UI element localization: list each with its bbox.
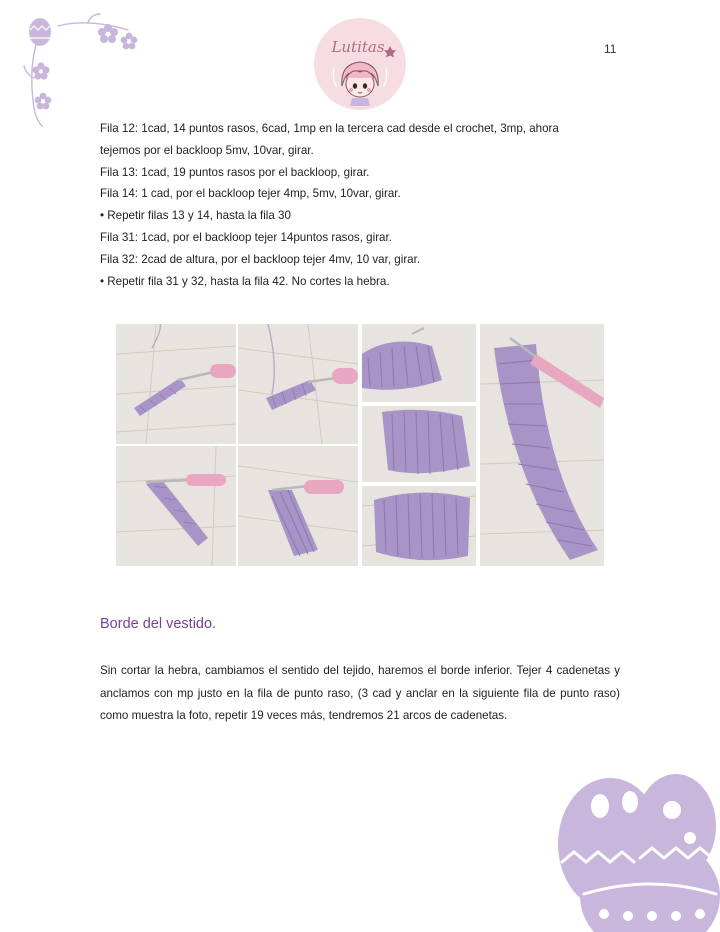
instructions-block — [100, 118, 620, 292]
instruction-line: Fila 14: 1 cad, por el backloop tejer 4mp, 5mv, 10var, girar. — [100, 187, 401, 201]
section-title: Borde del vestido. — [100, 616, 217, 632]
floral-corner-decoration — [18, 8, 148, 128]
instruction-line: Fila 31: 1cad, por el backloop tejer 14puntos rasos, girar. — [100, 230, 392, 244]
instruction-line: Fila 12: 1cad, 14 puntos rasos, 6cad, 1mp en la tercera cad desde el crochet, 3mp, ahora — [100, 122, 559, 135]
instruction-line: • Repetir fila 31 y 32, hasta la fila 42. No cortes la hebra. — [100, 274, 390, 288]
progress-photo-5 — [362, 486, 476, 566]
photo-collage — [116, 324, 604, 566]
progress-photo-1 — [116, 324, 236, 444]
instruction-line: • Repetir filas 13 y 14, hasta la fila 30 — [100, 209, 291, 223]
progress-photo-4 — [362, 406, 476, 482]
progress-photo-8 — [238, 446, 358, 566]
progress-photo-2 — [238, 324, 358, 444]
progress-photo-6 — [480, 324, 604, 566]
easter-eggs-decoration — [540, 766, 720, 932]
instruction-line: tejemos por el backloop 5mv, 10var, girar. — [100, 143, 314, 157]
logo-wordmark: Lutitas — [331, 38, 385, 56]
progress-photo-3 — [362, 324, 476, 402]
instruction-line: Fila 32: 2cad de altura, por el backloop tejer 4mv, 10 var, girar. — [100, 252, 421, 266]
instruction-line: Fila 13: 1cad, 19 puntos rasos por el backloop, girar. — [100, 165, 370, 179]
section-paragraph: Sin cortar la hebra, cambiamos el sentido del tejido, haremos el borde inferior. Tejer 4 cadenetas y anclamos con mp justo en la fila de punto raso, (3 cad y anclar en la siguiente fila de punto raso) como muestra la foto, repetir 19 veces más, tendremos 21 arcos de cadenetas. — [100, 664, 620, 722]
progress-photo-7 — [116, 446, 236, 566]
page-number: 11 — [604, 42, 617, 56]
brand-logo — [312, 16, 408, 112]
